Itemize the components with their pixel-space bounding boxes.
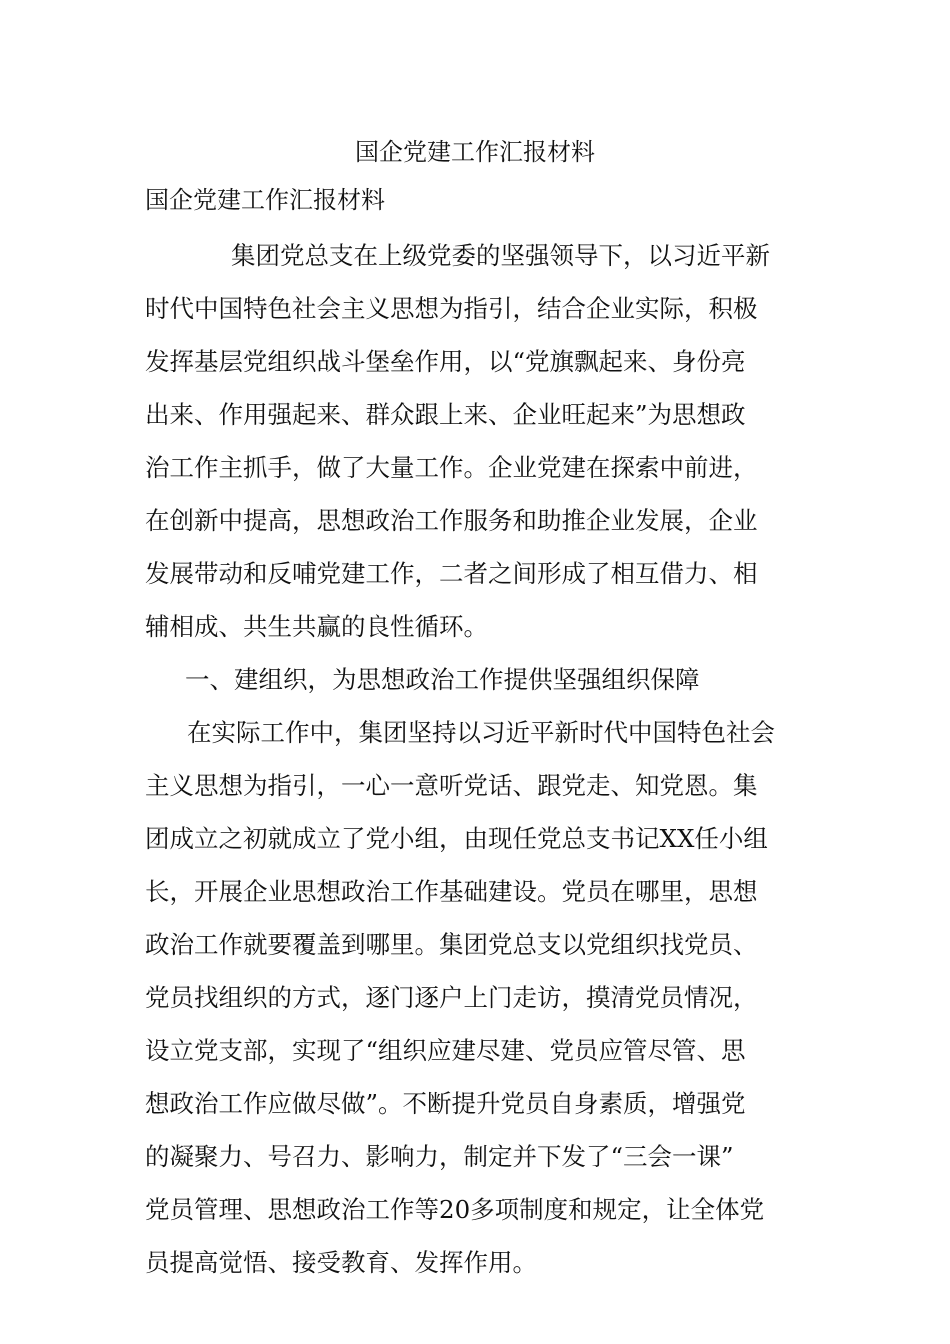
paragraph-line: 长，开展企业思想政治工作基础建设。党员在哪里，思想 [145, 877, 758, 906]
paragraph-line: 的凝聚力、号召力、影响力，制定并下发了“三会一课” [145, 1142, 734, 1171]
paragraph-line: 主义思想为指引，一心一意听党话、跟党走、知党恩。集 [145, 771, 758, 800]
paragraph-line: 设立党支部，实现了“组织应建尽建、党员应管尽管、思 [145, 1036, 746, 1065]
paragraph-line: 集团党总支在上级党委的坚强领导下，以习近平新 [231, 241, 770, 270]
section-heading: 一、建组织，为思想政治工作提供坚强组织保障 [185, 665, 700, 694]
paragraph-line: 想政治工作应做尽做”。不断提升党员自身素质，增强党 [145, 1089, 746, 1118]
document-body [145, 229, 810, 1289]
document-title: 国企党建工作汇报材料 [355, 138, 595, 166]
paragraph-line: 员提高觉悟、接受教育、发挥作用。 [145, 1248, 537, 1277]
paragraph-line: 辅相成、共生共赢的良性循环。 [145, 612, 488, 641]
document-subtitle: 国企党建工作汇报材料 [145, 186, 385, 214]
paragraph-line: 出来、作用强起来、群众跟上来、企业旺起来”为思想政 [145, 400, 746, 429]
paragraph-line: 党员管理、思想政治工作等20多项制度和规定，让全体党 [145, 1195, 765, 1224]
paragraph-line: 政治工作就要覆盖到哪里。集团党总支以党组织找党员、 [145, 930, 758, 959]
paragraph-line: 党员找组织的方式，逐门逐户上门走访，摸清党员情况， [145, 983, 758, 1012]
paragraph-line: 发展带动和反哺党建工作，二者之间形成了相互借力、相 [145, 559, 758, 588]
paragraph-line: 团成立之初就成立了党小组，由现任党总支书记XX任小组 [145, 824, 768, 853]
paragraph-line: 时代中国特色社会主义思想为指引，结合企业实际，积极 [145, 294, 758, 323]
paragraph-line: 治工作主抓手，做了大量工作。企业党建在探索中前进， [145, 453, 758, 482]
paragraph-line: 在创新中提高，思想政治工作服务和助推企业发展，企业 [145, 506, 758, 535]
paragraph-line: 发挥基层党组织战斗堡垒作用，以“党旗飘起来、身份亮 [145, 347, 746, 376]
paragraph-line: 在实际工作中，集团坚持以习近平新时代中国特色社会 [187, 718, 775, 747]
